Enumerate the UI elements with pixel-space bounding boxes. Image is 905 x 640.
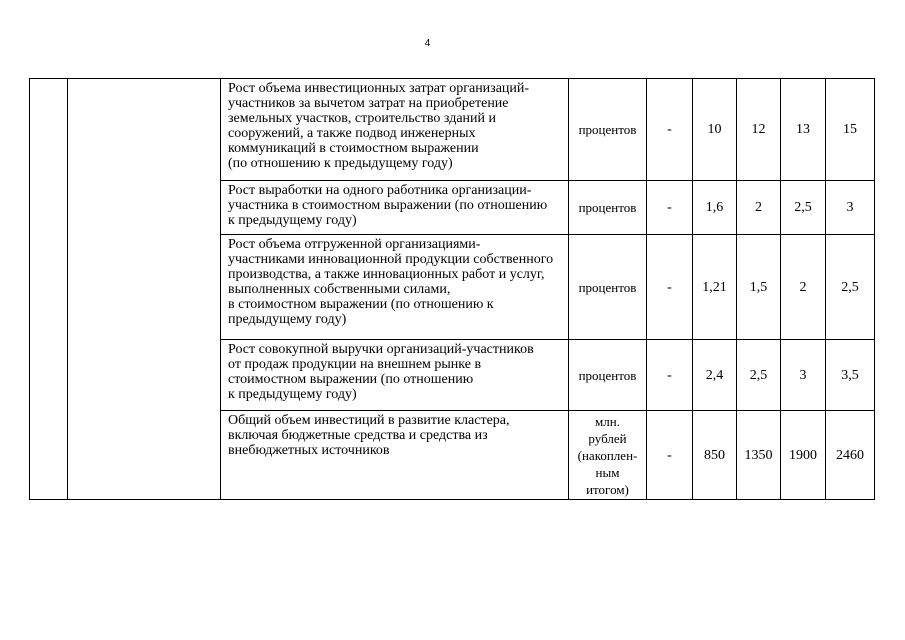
page-number: 4 <box>424 38 431 49</box>
value-cell: 13 <box>781 79 826 181</box>
value-cell: 1,5 <box>737 235 781 340</box>
value-cell: 1,21 <box>693 235 737 340</box>
number-cell <box>30 79 68 500</box>
value-cell: 12 <box>737 79 781 181</box>
value-cell: 1900 <box>781 411 826 500</box>
base-value-cell: - <box>647 340 693 411</box>
value-cell: 10 <box>693 79 737 181</box>
unit-cell: процентов <box>569 340 647 411</box>
value-cell: 850 <box>693 411 737 500</box>
unit-cell: процентов <box>569 235 647 340</box>
unit-cell: процентов <box>569 79 647 181</box>
unit-cell: млн. рублей (накоплен- ным итогом) <box>569 411 647 500</box>
indicator-description: Рост выработки на одного работника организации- участника в стоимостном выражении (по отношению к предыдущему году) <box>221 181 569 235</box>
value-cell: 2,4 <box>693 340 737 411</box>
indicator-description: Рост совокупной выручки организаций-участников от продаж продукции на внешнем рынке в стоимостном выражении (по отношению к предыдущему году) <box>221 340 569 411</box>
value-cell: 1,6 <box>693 181 737 235</box>
value-cell: 2,5 <box>826 235 875 340</box>
indicator-description: Рост объема отгруженной организациями- участниками инновационной продукции собственного производства, а также инновационных работ и услуг, выполненных собственными силами, в стоимостном выражении (по отношению к предыдущему году) <box>221 235 569 340</box>
base-value-cell: - <box>647 411 693 500</box>
value-cell: 1350 <box>737 411 781 500</box>
name-cell <box>68 79 221 500</box>
base-value-cell: - <box>647 181 693 235</box>
indicators-table <box>29 78 875 500</box>
base-value-cell: - <box>647 235 693 340</box>
value-cell: 2 <box>737 181 781 235</box>
table-row <box>30 79 875 181</box>
value-cell: 2,5 <box>737 340 781 411</box>
base-value-cell: - <box>647 79 693 181</box>
value-cell: 3 <box>826 181 875 235</box>
indicator-description: Общий объем инвестиций в развитие кластера, включая бюджетные средства и средства из внебюджетных источников <box>221 411 569 500</box>
value-cell: 2460 <box>826 411 875 500</box>
indicator-description: Рост объема инвестиционных затрат организаций- участников за вычетом затрат на приобретение земельных участков, строительство зданий и сооружений, а также подвод инженерных коммуникаций в стоимостном выражении (по отношению к предыдущему году) <box>221 79 569 181</box>
value-cell: 15 <box>826 79 875 181</box>
value-cell: 2 <box>781 235 826 340</box>
unit-cell: процентов <box>569 181 647 235</box>
value-cell: 2,5 <box>781 181 826 235</box>
value-cell: 3,5 <box>826 340 875 411</box>
value-cell: 3 <box>781 340 826 411</box>
